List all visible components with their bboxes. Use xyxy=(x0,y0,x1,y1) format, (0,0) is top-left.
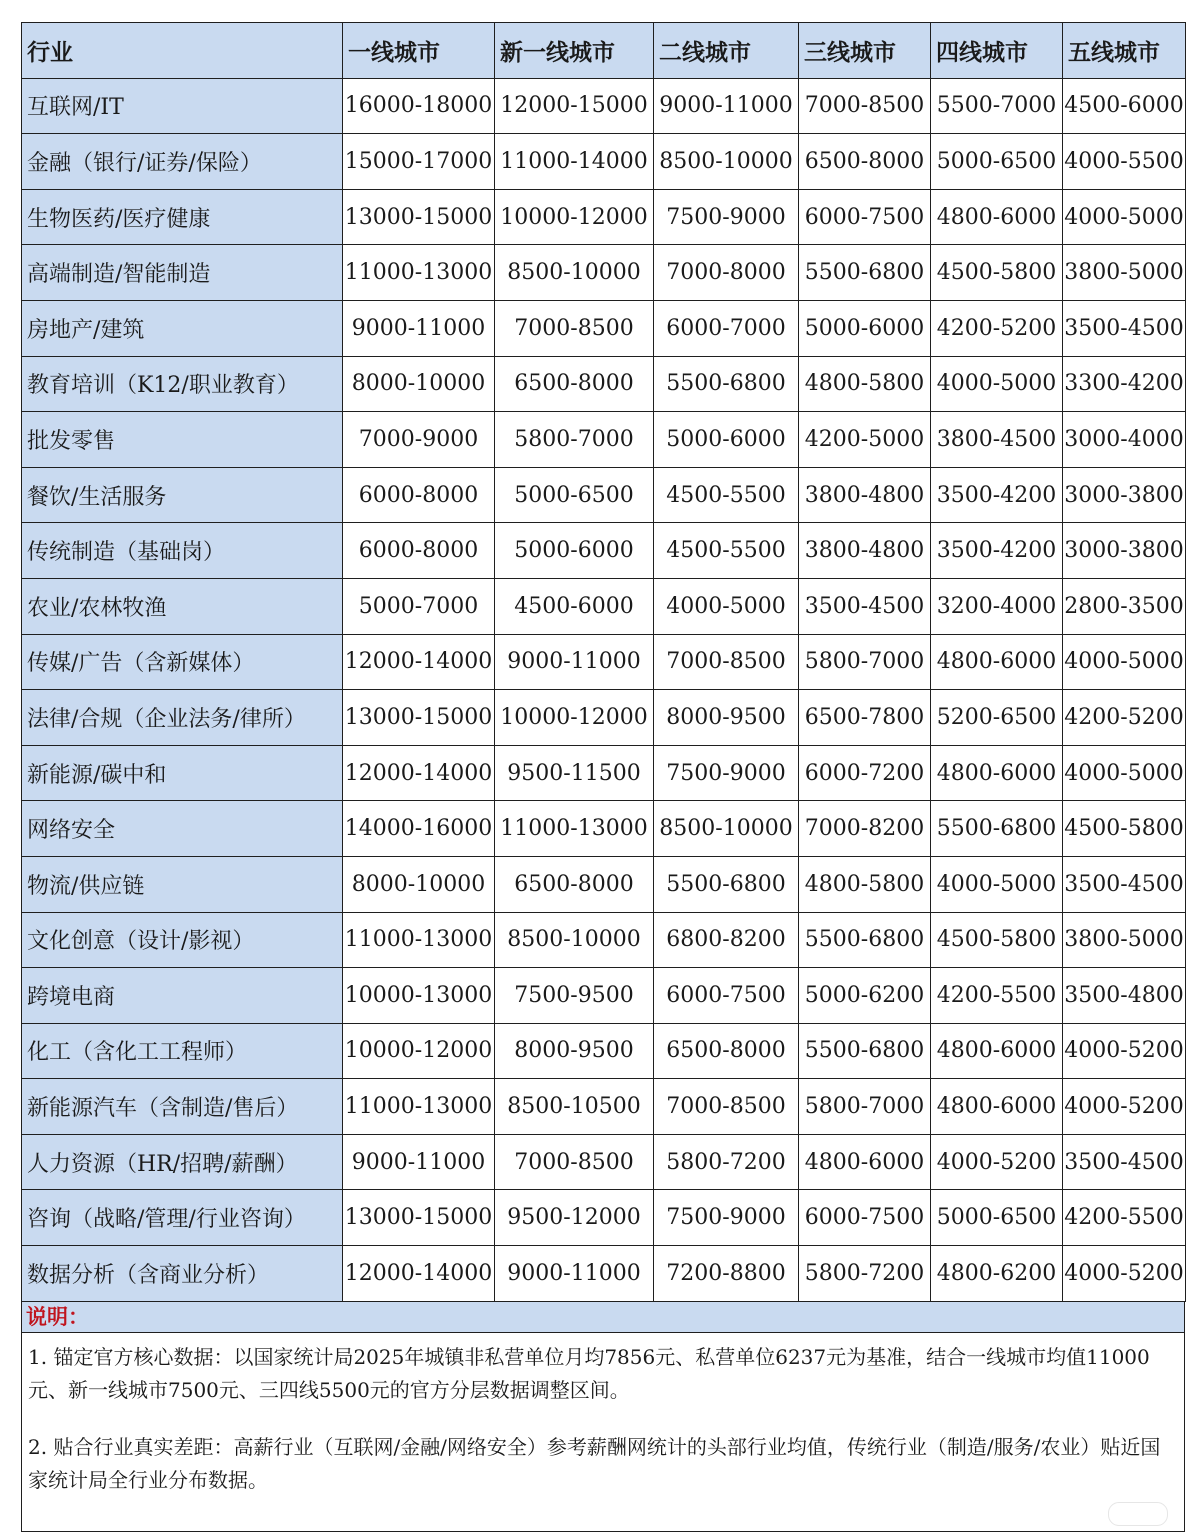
salary-range-cell: 9000-11000 xyxy=(495,634,654,690)
salary-range-cell: 8500-10000 xyxy=(654,801,799,857)
salary-range-cell: 5000-6000 xyxy=(799,300,931,356)
salary-range-cell: 3800-5000 xyxy=(1063,912,1186,968)
salary-range-cell: 8000-9500 xyxy=(495,1023,654,1079)
salary-range-cell: 7000-8200 xyxy=(799,801,931,857)
salary-range-cell: 4800-6000 xyxy=(931,1023,1063,1079)
salary-range-cell: 13000-15000 xyxy=(343,690,495,746)
salary-range-cell: 3500-4500 xyxy=(799,578,931,634)
table-body xyxy=(22,78,1186,1301)
salary-range-cell: 4000-5000 xyxy=(1063,745,1186,801)
column-header-city-tier: 四线城市 xyxy=(931,23,1063,79)
salary-range-cell: 4000-5200 xyxy=(931,1134,1063,1190)
salary-range-cell: 3500-4500 xyxy=(1063,856,1186,912)
salary-range-cell: 5000-6500 xyxy=(495,467,654,523)
salary-table xyxy=(21,22,1186,1302)
table-row xyxy=(22,300,1186,356)
salary-range-cell: 6500-7800 xyxy=(799,690,931,746)
column-header-city-tier: 五线城市 xyxy=(1063,23,1186,79)
note-item: 1. 锚定官方核心数据：以国家统计局2025年城镇非私营单位月均7856元、私营单位6237元为基准，结合一线城市均值11000元、新一线城市7500元、三四线5500元的官方分层数据调整区间。 xyxy=(28,1344,1150,1402)
salary-range-cell: 12000-14000 xyxy=(343,634,495,690)
salary-range-cell: 3800-4800 xyxy=(799,523,931,579)
salary-range-cell: 4500-5500 xyxy=(654,467,799,523)
industry-cell: 物流/供应链 xyxy=(22,856,343,912)
column-header-city-tier: 二线城市 xyxy=(654,23,799,79)
salary-range-cell: 7000-8500 xyxy=(799,78,931,134)
salary-range-cell: 6500-8000 xyxy=(654,1023,799,1079)
salary-range-cell: 6500-8000 xyxy=(495,356,654,412)
salary-range-cell: 8500-10000 xyxy=(654,134,799,190)
industry-cell: 生物医药/医疗健康 xyxy=(22,189,343,245)
salary-range-cell: 7000-8500 xyxy=(654,1079,799,1135)
salary-range-cell: 4000-5000 xyxy=(654,578,799,634)
industry-cell: 化工（含化工工程师） xyxy=(22,1023,343,1079)
salary-range-cell: 5500-6800 xyxy=(799,245,931,301)
salary-range-cell: 5500-6800 xyxy=(654,856,799,912)
table-row xyxy=(22,78,1186,134)
table-row xyxy=(22,1190,1186,1246)
salary-range-cell: 7000-8500 xyxy=(495,1134,654,1190)
column-header-city-tier: 新一线城市 xyxy=(495,23,654,79)
salary-range-cell: 4200-5200 xyxy=(1063,690,1186,746)
salary-range-cell: 3500-4200 xyxy=(931,523,1063,579)
table-row xyxy=(22,356,1186,412)
salary-range-cell: 3800-4500 xyxy=(931,412,1063,468)
table-row xyxy=(22,968,1186,1024)
column-header-city-tier: 三线城市 xyxy=(799,23,931,79)
salary-range-cell: 3500-4200 xyxy=(931,467,1063,523)
table-row xyxy=(22,189,1186,245)
salary-range-cell: 5500-6800 xyxy=(931,801,1063,857)
salary-range-cell: 7500-9000 xyxy=(654,745,799,801)
salary-range-cell: 8000-10000 xyxy=(343,356,495,412)
watermark-logo xyxy=(1108,1502,1168,1526)
salary-range-cell: 8500-10500 xyxy=(495,1079,654,1135)
salary-range-cell: 11000-13000 xyxy=(343,245,495,301)
salary-range-cell: 8500-10000 xyxy=(495,912,654,968)
salary-range-cell: 7500-9000 xyxy=(654,189,799,245)
table-row xyxy=(22,745,1186,801)
salary-range-cell: 10000-12000 xyxy=(343,1023,495,1079)
salary-range-cell: 5800-7200 xyxy=(799,1246,931,1302)
salary-range-cell: 12000-14000 xyxy=(343,745,495,801)
salary-range-cell: 3300-4200 xyxy=(1063,356,1186,412)
salary-range-cell: 8000-9500 xyxy=(654,690,799,746)
note-item: 2. 贴合行业真实差距：高薪行业（互联网/金融/网络安全）参考薪酬网统计的头部行业均值，传统行业（制造/服务/农业）贴近国家统计局全行业分布数据。 xyxy=(28,1434,1161,1492)
industry-cell: 文化创意（设计/影视） xyxy=(22,912,343,968)
salary-range-cell: 4000-5000 xyxy=(1063,189,1186,245)
salary-range-cell: 9500-11500 xyxy=(495,745,654,801)
industry-cell: 金融（银行/证券/保险） xyxy=(22,134,343,190)
column-header-industry: 行业 xyxy=(22,23,343,79)
salary-range-cell: 3000-3800 xyxy=(1063,523,1186,579)
salary-range-cell: 13000-15000 xyxy=(343,1190,495,1246)
salary-range-cell: 5000-6500 xyxy=(931,134,1063,190)
industry-cell: 人力资源（HR/招聘/薪酬） xyxy=(22,1134,343,1190)
salary-range-cell: 5800-7000 xyxy=(799,1079,931,1135)
salary-range-cell: 4000-5200 xyxy=(1063,1246,1186,1302)
industry-cell: 新能源/碳中和 xyxy=(22,745,343,801)
salary-range-cell: 5000-7000 xyxy=(343,578,495,634)
salary-range-cell: 6000-7500 xyxy=(799,1190,931,1246)
salary-range-cell: 2800-3500 xyxy=(1063,578,1186,634)
salary-range-cell: 5800-7000 xyxy=(495,412,654,468)
salary-range-cell: 11000-13000 xyxy=(343,1079,495,1135)
table-row xyxy=(22,467,1186,523)
salary-range-cell: 4800-6000 xyxy=(931,745,1063,801)
salary-range-cell: 7000-8500 xyxy=(654,634,799,690)
salary-range-cell: 5000-6000 xyxy=(654,412,799,468)
salary-range-cell: 7200-8800 xyxy=(654,1246,799,1302)
salary-range-cell: 8500-10000 xyxy=(495,245,654,301)
salary-range-cell: 4800-6200 xyxy=(931,1246,1063,1302)
salary-range-cell: 8000-10000 xyxy=(343,856,495,912)
industry-cell: 餐饮/生活服务 xyxy=(22,467,343,523)
salary-range-cell: 13000-15000 xyxy=(343,189,495,245)
salary-range-cell: 5000-6500 xyxy=(931,1190,1063,1246)
salary-range-cell: 7000-8000 xyxy=(654,245,799,301)
salary-range-cell: 9000-11000 xyxy=(495,1246,654,1302)
table-row xyxy=(22,1023,1186,1079)
industry-cell: 高端制造/智能制造 xyxy=(22,245,343,301)
salary-range-cell: 6000-7200 xyxy=(799,745,931,801)
salary-range-cell: 5000-6200 xyxy=(799,968,931,1024)
salary-range-cell: 4500-5500 xyxy=(654,523,799,579)
salary-range-cell: 6000-8000 xyxy=(343,523,495,579)
industry-cell: 教育培训（K12/职业教育） xyxy=(22,356,343,412)
salary-range-cell: 4500-5800 xyxy=(1063,801,1186,857)
salary-document xyxy=(21,22,1185,1532)
industry-cell: 农业/农林牧渔 xyxy=(22,578,343,634)
table-row xyxy=(22,912,1186,968)
salary-range-cell: 6800-8200 xyxy=(654,912,799,968)
salary-range-cell: 9000-11000 xyxy=(343,1134,495,1190)
salary-range-cell: 4500-6000 xyxy=(495,578,654,634)
salary-range-cell: 3800-5000 xyxy=(1063,245,1186,301)
notes-box xyxy=(21,1332,1185,1532)
industry-cell: 网络安全 xyxy=(22,801,343,857)
salary-range-cell: 7000-8500 xyxy=(495,300,654,356)
salary-range-cell: 4200-5500 xyxy=(931,968,1063,1024)
industry-cell: 咨询（战略/管理/行业咨询） xyxy=(22,1190,343,1246)
salary-range-cell: 12000-15000 xyxy=(495,78,654,134)
table-row xyxy=(22,1246,1186,1302)
salary-range-cell: 4000-5200 xyxy=(1063,1023,1186,1079)
salary-range-cell: 4500-6000 xyxy=(1063,78,1186,134)
salary-range-cell: 12000-14000 xyxy=(343,1246,495,1302)
salary-range-cell: 3200-4000 xyxy=(931,578,1063,634)
salary-range-cell: 5800-7200 xyxy=(654,1134,799,1190)
industry-cell: 跨境电商 xyxy=(22,968,343,1024)
salary-range-cell: 10000-12000 xyxy=(495,189,654,245)
salary-range-cell: 7500-9500 xyxy=(495,968,654,1024)
salary-range-cell: 4800-6000 xyxy=(799,1134,931,1190)
salary-range-cell: 11000-13000 xyxy=(343,912,495,968)
salary-range-cell: 4800-5800 xyxy=(799,856,931,912)
salary-range-cell: 3000-3800 xyxy=(1063,467,1186,523)
salary-range-cell: 5200-6500 xyxy=(931,690,1063,746)
industry-cell: 数据分析（含商业分析） xyxy=(22,1246,343,1302)
salary-range-cell: 4800-6000 xyxy=(931,1079,1063,1135)
salary-range-cell: 11000-13000 xyxy=(495,801,654,857)
salary-range-cell: 4200-5500 xyxy=(1063,1190,1186,1246)
table-row xyxy=(22,523,1186,579)
salary-range-cell: 6500-8000 xyxy=(495,856,654,912)
salary-range-cell: 6000-7500 xyxy=(654,968,799,1024)
salary-range-cell: 10000-12000 xyxy=(495,690,654,746)
salary-range-cell: 9000-11000 xyxy=(343,300,495,356)
salary-range-cell: 5500-6800 xyxy=(799,912,931,968)
salary-range-cell: 6000-7000 xyxy=(654,300,799,356)
salary-range-cell: 4000-5000 xyxy=(931,856,1063,912)
salary-range-cell: 4200-5200 xyxy=(931,300,1063,356)
salary-range-cell: 4800-5800 xyxy=(799,356,931,412)
salary-range-cell: 3800-4800 xyxy=(799,467,931,523)
table-header-row xyxy=(22,23,1186,79)
salary-range-cell: 4800-6000 xyxy=(931,634,1063,690)
salary-range-cell: 7500-9000 xyxy=(654,1190,799,1246)
table-row xyxy=(22,634,1186,690)
industry-cell: 房地产/建筑 xyxy=(22,300,343,356)
table-row xyxy=(22,1079,1186,1135)
salary-range-cell: 4000-5200 xyxy=(1063,1079,1186,1135)
salary-range-cell: 3500-4500 xyxy=(1063,1134,1186,1190)
industry-cell: 互联网/IT xyxy=(22,78,343,134)
salary-range-cell: 3000-4000 xyxy=(1063,412,1186,468)
salary-range-cell: 5500-6800 xyxy=(654,356,799,412)
industry-cell: 法律/合规（企业法务/律所） xyxy=(22,690,343,746)
salary-range-cell: 5800-7000 xyxy=(799,634,931,690)
salary-range-cell: 6000-8000 xyxy=(343,467,495,523)
salary-range-cell: 11000-14000 xyxy=(495,134,654,190)
table-row xyxy=(22,412,1186,468)
salary-range-cell: 4800-6000 xyxy=(931,189,1063,245)
salary-range-cell: 5000-6000 xyxy=(495,523,654,579)
salary-range-cell: 4000-5000 xyxy=(1063,634,1186,690)
industry-cell: 传媒/广告（含新媒体） xyxy=(22,634,343,690)
notes-heading: 说明： xyxy=(21,1302,1185,1332)
salary-range-cell: 4000-5000 xyxy=(931,356,1063,412)
salary-range-cell: 6500-8000 xyxy=(799,134,931,190)
salary-range-cell: 6000-7500 xyxy=(799,189,931,245)
column-header-city-tier: 一线城市 xyxy=(343,23,495,79)
salary-range-cell: 3500-4500 xyxy=(1063,300,1186,356)
salary-range-cell: 14000-16000 xyxy=(343,801,495,857)
table-row xyxy=(22,801,1186,857)
salary-range-cell: 4500-5800 xyxy=(931,245,1063,301)
industry-cell: 传统制造（基础岗） xyxy=(22,523,343,579)
salary-range-cell: 15000-17000 xyxy=(343,134,495,190)
salary-range-cell: 7000-9000 xyxy=(343,412,495,468)
table-row xyxy=(22,856,1186,912)
salary-range-cell: 4000-5500 xyxy=(1063,134,1186,190)
table-row xyxy=(22,134,1186,190)
salary-range-cell: 5500-7000 xyxy=(931,78,1063,134)
salary-range-cell: 9000-11000 xyxy=(654,78,799,134)
table-row xyxy=(22,578,1186,634)
table-row xyxy=(22,690,1186,746)
table-row xyxy=(22,245,1186,301)
salary-range-cell: 4500-5800 xyxy=(931,912,1063,968)
industry-cell: 批发零售 xyxy=(22,412,343,468)
table-row xyxy=(22,1134,1186,1190)
salary-range-cell: 9500-12000 xyxy=(495,1190,654,1246)
salary-range-cell: 4200-5000 xyxy=(799,412,931,468)
salary-range-cell: 16000-18000 xyxy=(343,78,495,134)
salary-range-cell: 5500-6800 xyxy=(799,1023,931,1079)
salary-range-cell: 10000-13000 xyxy=(343,968,495,1024)
salary-range-cell: 3500-4800 xyxy=(1063,968,1186,1024)
industry-cell: 新能源汽车（含制造/售后） xyxy=(22,1079,343,1135)
